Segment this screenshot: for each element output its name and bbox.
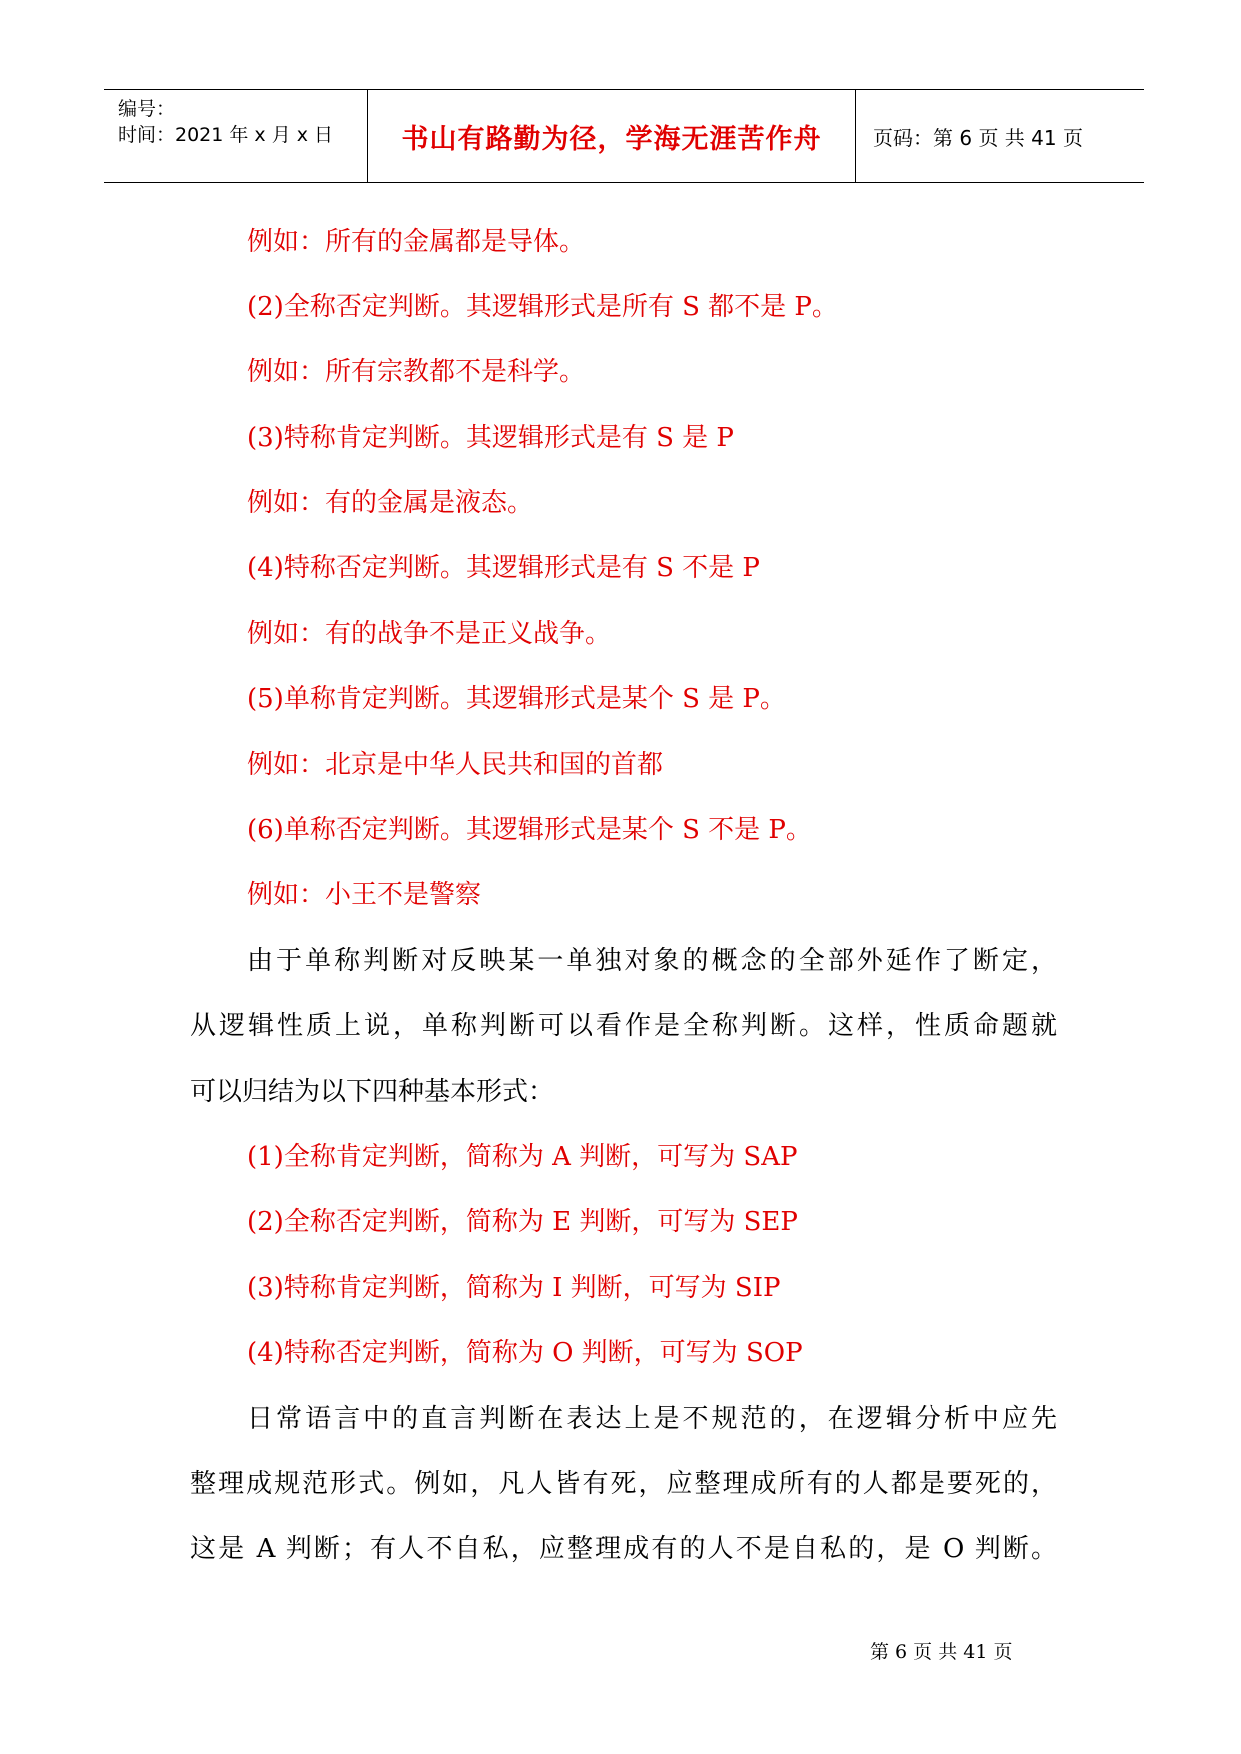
paragraph-line: 日常语言中的直言判断在表达上是不规范的，在逻辑分析中应先	[247, 1404, 1057, 1434]
basic-form-line: (3)特称肯定判断，简称为 I 判断，可写为 SIP	[247, 1273, 781, 1303]
example-line: 例如：所有的金属都是导体。	[247, 227, 586, 257]
example-line: 例如：有的战争不是正义战争。	[247, 619, 612, 649]
basic-form-line: (4)特称否定判断，简称为 O 判断，可写为 SOP	[247, 1338, 803, 1368]
judgment-type-line: (3)特称肯定判断。其逻辑形式是有 S 是 P	[247, 423, 734, 453]
example-line: 例如：所有宗教都不是科学。	[247, 357, 586, 387]
example-line: 例如：北京是中华人民共和国的首都	[247, 750, 664, 780]
header-meta	[104, 90, 368, 182]
time-label: 时间：2021 年 x 月 x 日	[118, 124, 334, 146]
basic-form-line: (2)全称否定判断，简称为 E 判断，可写为 SEP	[247, 1207, 798, 1237]
paragraph-line: 整理成规范形式。例如，凡人皆有死，应整理成所有的人都是要死的，	[190, 1469, 1057, 1499]
judgment-type-line: (4)特称否定判断。其逻辑形式是有 S 不是 P	[247, 553, 760, 583]
paragraph-line: 可以归结为以下四种基本形式：	[190, 1077, 555, 1107]
paragraph-line: 由于单称判断对反映某一单独对象的概念的全部外延作了断定，	[247, 946, 1057, 976]
page-header	[104, 89, 1144, 183]
header-page-cell	[856, 90, 1144, 182]
example-line: 例如：有的金属是液态。	[247, 488, 534, 518]
judgment-type-line: (5)单称肯定判断。其逻辑形式是某个 S 是 P。	[247, 684, 786, 714]
page-footer: 第 6 页 共 41 页	[870, 1641, 1013, 1663]
header-page-label: 页码：第 6 页 共 41 页	[873, 125, 1083, 150]
judgment-type-line: (2)全称否定判断。其逻辑形式是所有 S 都不是 P。	[247, 292, 838, 322]
example-line: 例如：小王不是警察	[247, 880, 482, 910]
header-motto-cell	[368, 90, 856, 182]
paragraph-line: 从逻辑性质上说，单称判断可以看作是全称判断。这样，性质命题就	[190, 1011, 1057, 1041]
paragraph-line: 这是 A 判断；有人不自私，应整理成有的人不是自私的，是 O 判断。	[190, 1534, 1057, 1564]
serial-label: 编号：	[118, 98, 176, 120]
judgment-type-line: (6)单称否定判断。其逻辑形式是某个 S 不是 P。	[247, 815, 812, 845]
basic-form-line: (1)全称肯定判断，简称为 A 判断，可写为 SAP	[247, 1142, 798, 1172]
header-motto: 书山有路勤为径，学海无涯苦作舟	[401, 123, 822, 155]
